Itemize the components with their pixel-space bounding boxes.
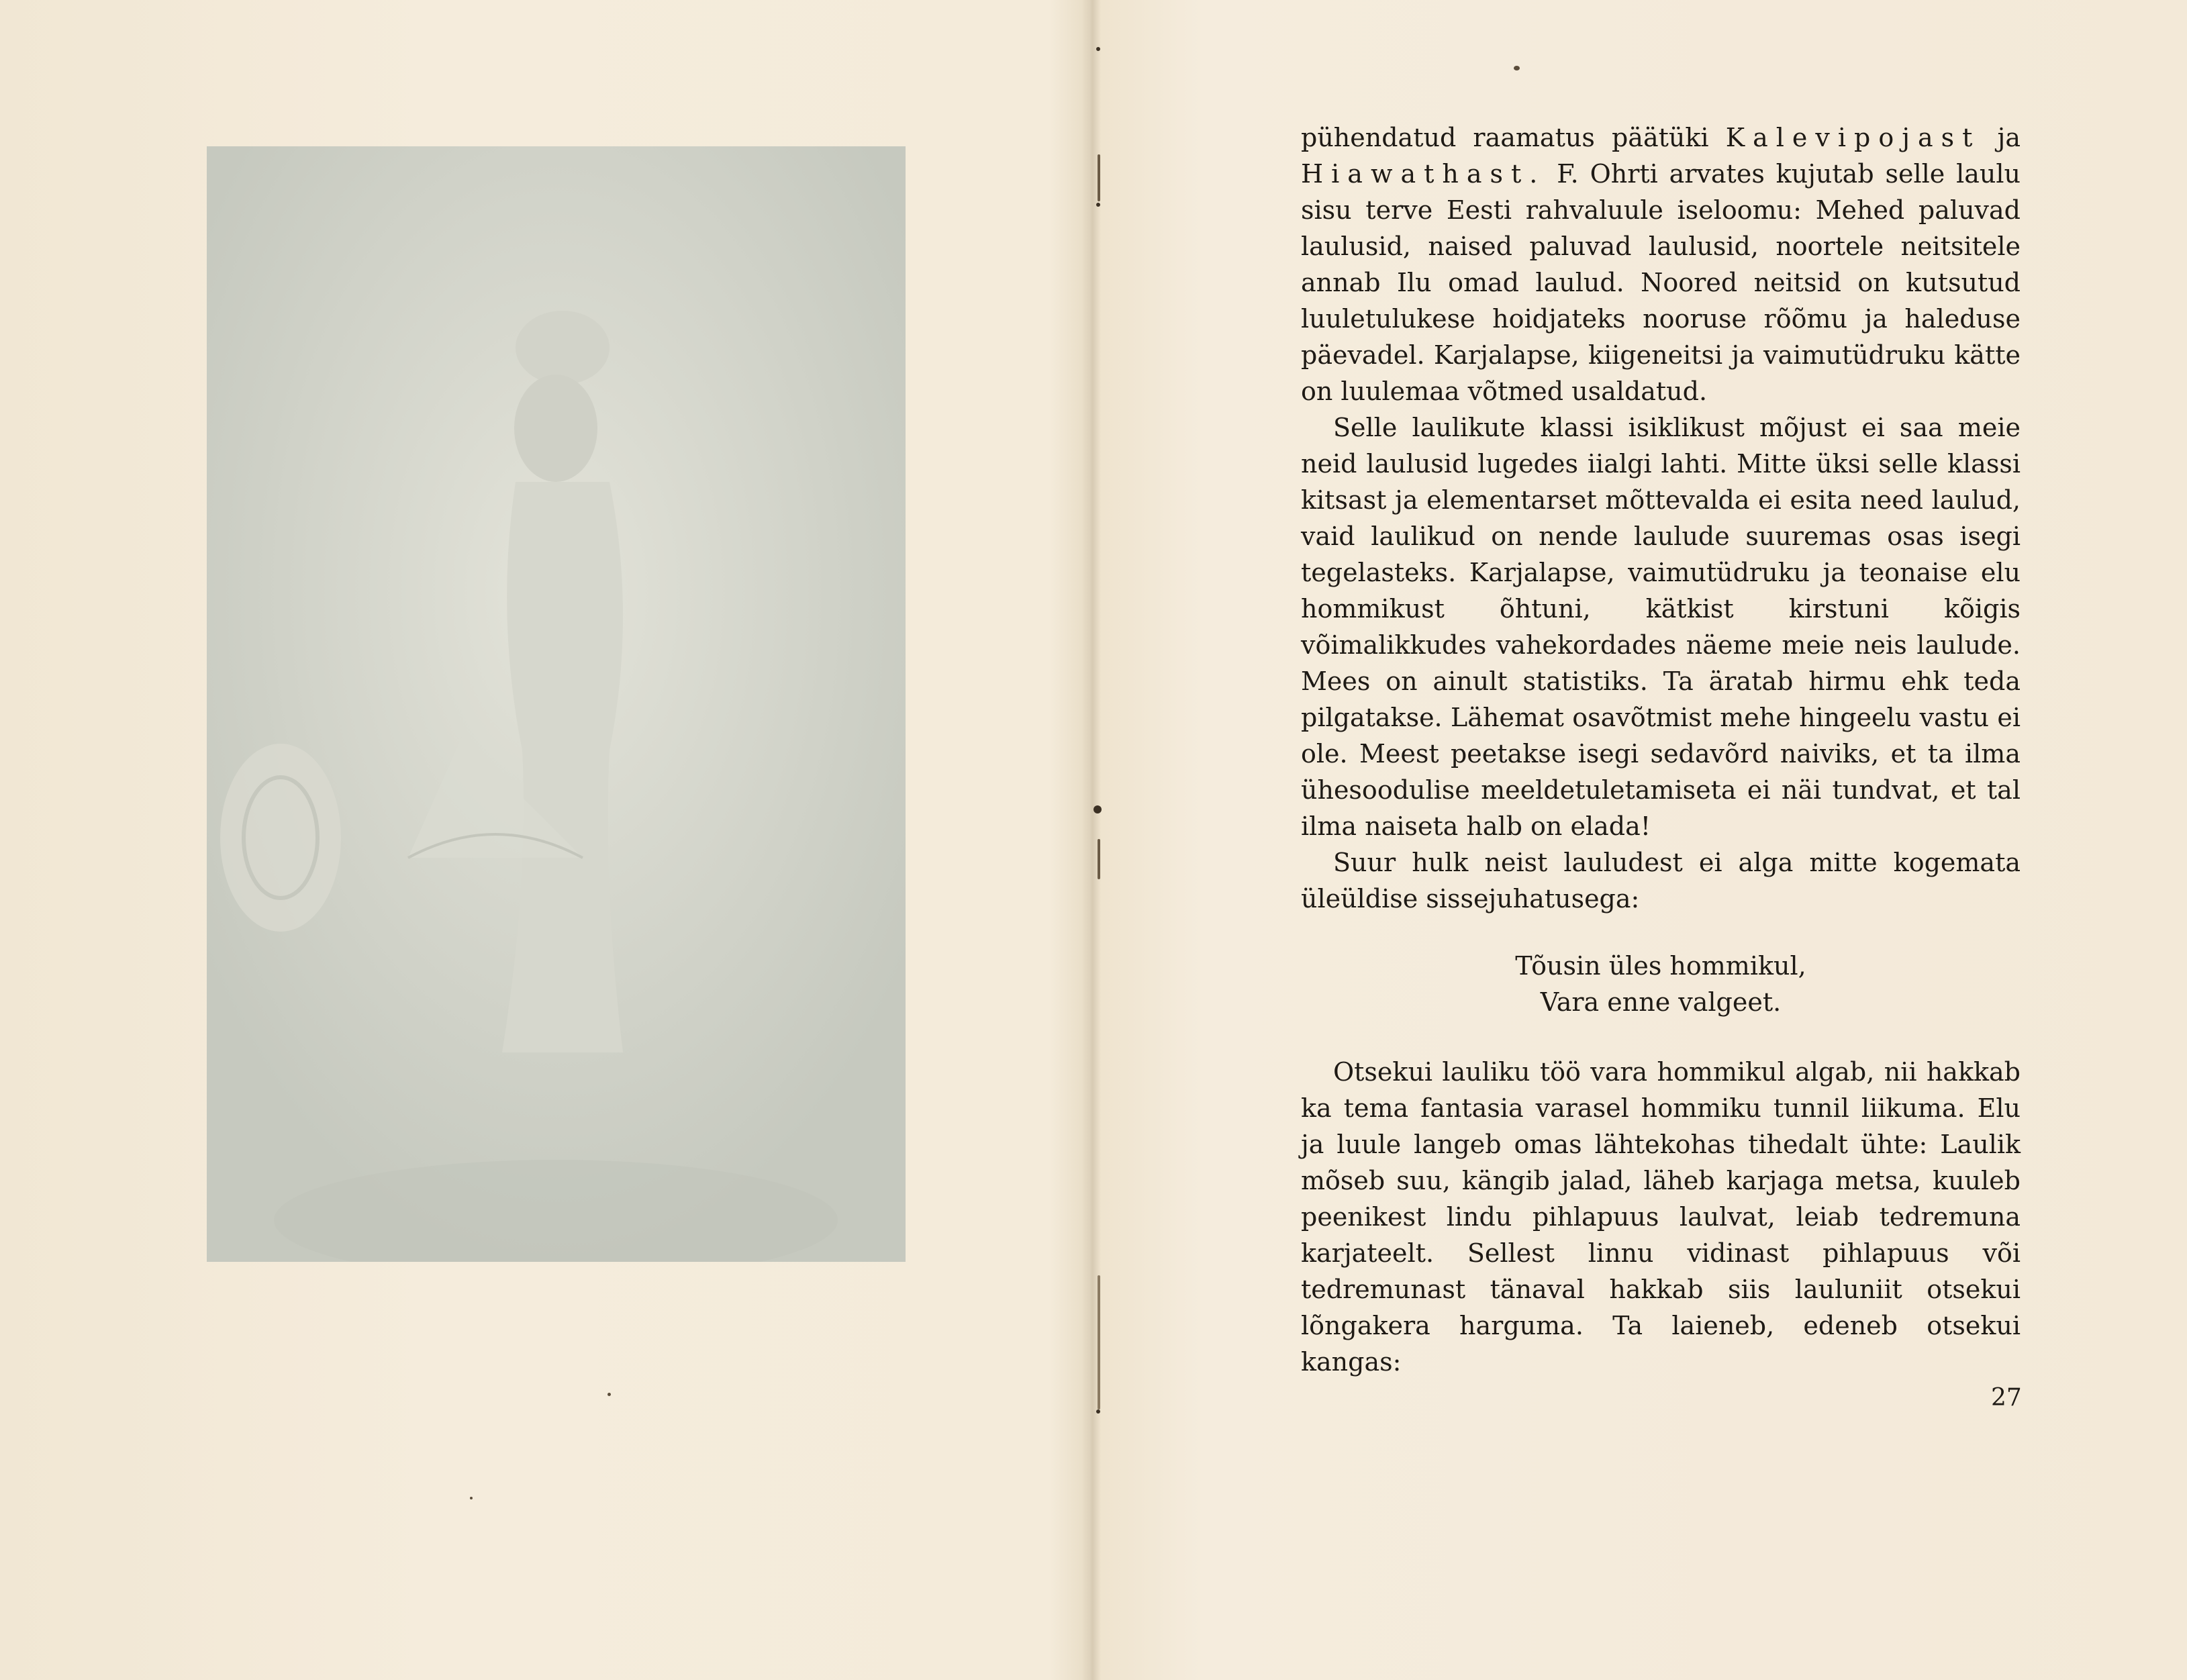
text-run: Selle laulikute klassi isiklikust mõjust ei saa meie neid laulusid lugedes iialgi lahti. Mitte üksi selle klassi kitsast ja elementarset mõttevalda ei esita need laulud, vaid laulikud on nende laulude suuremas osas isegi tegelasteks. Karjalapse, vaimutüdruku ja teonaise elu hommikust õhtuni, kätkist kirstuni kõigis võimalikkudes vahekordades näeme meie neis laulude. Mees on ainult statistiks. Ta äratab hirmu ehk teda pilgatakse. Lähemat osavõtmist mehe hingeelu vastu ei ole. Meest peetakse isegi sedavõrd naiviks, et ta ilma ühesoodulise meeldetuletamiseta ei näi tundvat, et tal ilma naiseta halb on elada! xyxy=(1301,413,2021,841)
paragraph-1 xyxy=(1301,119,2021,409)
text-run: pühendatud raamatus päätüki xyxy=(1301,123,1726,152)
closing-paragraph: Otsekui lauliku töö vara hommikul algab, nii hakkab ka tema fantasia varasel hommiku tunnil liikuma. Elu ja luule langeb omas lähtekohas tihedalt ühte: Laulik mõseb suu, kängib jalad, läheb karjaga metsa, kuuleb peenikest lindu pihlapuus laulvat, leiab tedremuna karjateelt. Sellest linnu vidinast pihlapuus või tedremunast tänaval hakkab siis lauluniit otsekui lõngakera harguma. Ta laieneb, edeneb otsekui kangas: xyxy=(1301,1057,2021,1377)
binding-thread xyxy=(1098,1275,1100,1410)
poem-quote xyxy=(1301,948,2021,1020)
binding-thread xyxy=(1098,839,1100,879)
poem-line: Tõusin üles hommikul, xyxy=(1515,951,1806,981)
text-run: F. Ohrti arvates kujutab selle laulu sisu terve Eesti rahvaluule iseloomu: Mehed paluvad laulusid, naised paluvad laulusid, noortele neitsitele annab Ilu omad laulud. Noored neitsid on kutsutud luuletulukese hoidjateks nooruse rõõmu ja haleduse päevadel. Karjalapse, kiigeneitsi ja vaimutüdruku kätte on luulemaa võtmed usaldatud. xyxy=(1301,159,2021,406)
binding-stitch xyxy=(1096,47,1100,51)
binding-stitch xyxy=(1096,203,1100,207)
binding-stitch xyxy=(1094,805,1102,813)
spaced-text-hiawathast: Hiawathast. xyxy=(1301,159,1546,189)
paper-speck xyxy=(608,1393,611,1396)
text-run: ja xyxy=(1980,123,2021,152)
paper-speck xyxy=(1514,66,1520,70)
binding-stitch xyxy=(1096,1410,1100,1414)
text-run: Suur hulk neist lauludest ei alga mitte kogemata üleüldise sissejuhatusega: xyxy=(1301,848,2021,913)
spaced-text-kalevipojast: Kalevipojast xyxy=(1725,123,1981,152)
right-page-text xyxy=(1301,119,2021,1380)
paragraph-2 xyxy=(1301,409,2021,844)
photo-figure-illustration xyxy=(207,146,906,1262)
faded-photo-plate xyxy=(207,146,906,1262)
paper-speck xyxy=(470,1497,473,1499)
binding-thread xyxy=(1098,154,1100,201)
poem-line: Vara enne valgeet. xyxy=(1540,987,1782,1017)
paragraph-3 xyxy=(1301,844,2021,917)
page-number: 27 xyxy=(1991,1384,2022,1412)
